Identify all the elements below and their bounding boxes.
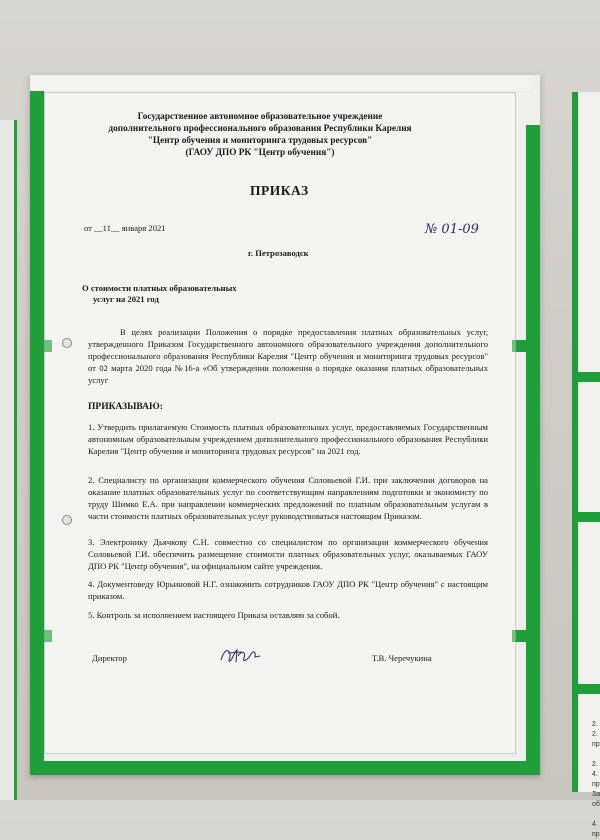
signature-name: Т.В. Черечукина — [372, 653, 432, 663]
subject-line: услуг на 2021 год — [93, 294, 159, 304]
order-item: 2. Специалисту по организации коммерческого обучения Соловьевой Г.И. при заключении договоров на оказание платных образовательных услуг по соответствующим направлениям подготовки и экономисту по труду Шимко Е.А. при направлении коммерческих предложений по платным образовательным услугам в части стоимости платных образовательных услуг руководствоваться настоящим Приказом. — [88, 475, 488, 521]
frame-rail-left — [30, 75, 44, 775]
frame-rail-right — [526, 125, 540, 775]
header-line: дополнительного профессионального образования Республики Карелия — [108, 124, 412, 134]
order-item: 3. Электронику Дьячкову С.Н. совместно со специалистом по организации коммерческого обучения Соловьевой Г.И. обеспечить размещение стоимости платных образовательных услуг, оказываемых ГАОУ ДПО РК "Центр обучения", на официальном сайте учреждения. — [88, 537, 488, 571]
punch-hole — [62, 338, 72, 348]
frame-rail-bottom — [30, 761, 540, 775]
handwritten-signature — [218, 644, 264, 668]
order-item: 4. Документоведу Юрьиновой Н.Г. ознакомить сотрудников ГАОУ ДПО РК "Центр обучения" с настоящим приказом. — [88, 579, 488, 601]
city: г. Петрозаводск — [248, 248, 309, 258]
frame-notch — [572, 512, 600, 522]
adjacent-frame — [572, 92, 600, 838]
order-number: № 01-09 — [425, 222, 479, 237]
order-item: 5. Контроль за исполнением настоящего Приказа оставляю за собой. — [88, 610, 340, 620]
order-date: от __11__ января 2021 — [84, 223, 166, 233]
document-title: ПРИКАЗ — [250, 183, 309, 198]
frame-notch — [572, 372, 600, 382]
preamble: В целях реализации Положения о порядке предоставления платных образовательных услуг, утвержденного Приказом Государственного автономного образовательного учреждения дополнительного профессионального образования Республики Карелия "Центр обучения и мониторинга трудовых ресурсов" от 02 марта 2020 года №16-а «Об утверждении положения о порядке оказания платных образовательных услуг — [88, 327, 488, 385]
subject-line: О стоимости платных образовательных — [82, 283, 237, 293]
order-item: 1. Утвердить прилагаемую Стоимость платных образовательных услуг, предоставляемых Государственным автономным образовательным учреждением дополнительного профессионального образования Республики Карелия "Центр обучения и мониторинга трудовых ресурсов" на 2021 год. — [88, 422, 488, 456]
adjacent-document-text: 2. 2. пр 2. 4. пр За об 4. пр — [592, 721, 600, 838]
punch-hole — [62, 515, 72, 525]
frame-notch — [572, 684, 600, 694]
frame-top — [30, 75, 530, 91]
header-line: (ГАОУ ДПО РК "Центр обучения") — [185, 148, 335, 158]
header-line: "Центр обучения и мониторинга трудовых ресурсов" — [147, 136, 373, 146]
header-line: Государственное автономное образовательное учреждение — [137, 112, 383, 122]
order-heading: ПРИКАЗЫВАЮ: — [88, 402, 163, 412]
signature-position: Директор — [92, 653, 127, 663]
wall-left-frame — [0, 120, 17, 800]
